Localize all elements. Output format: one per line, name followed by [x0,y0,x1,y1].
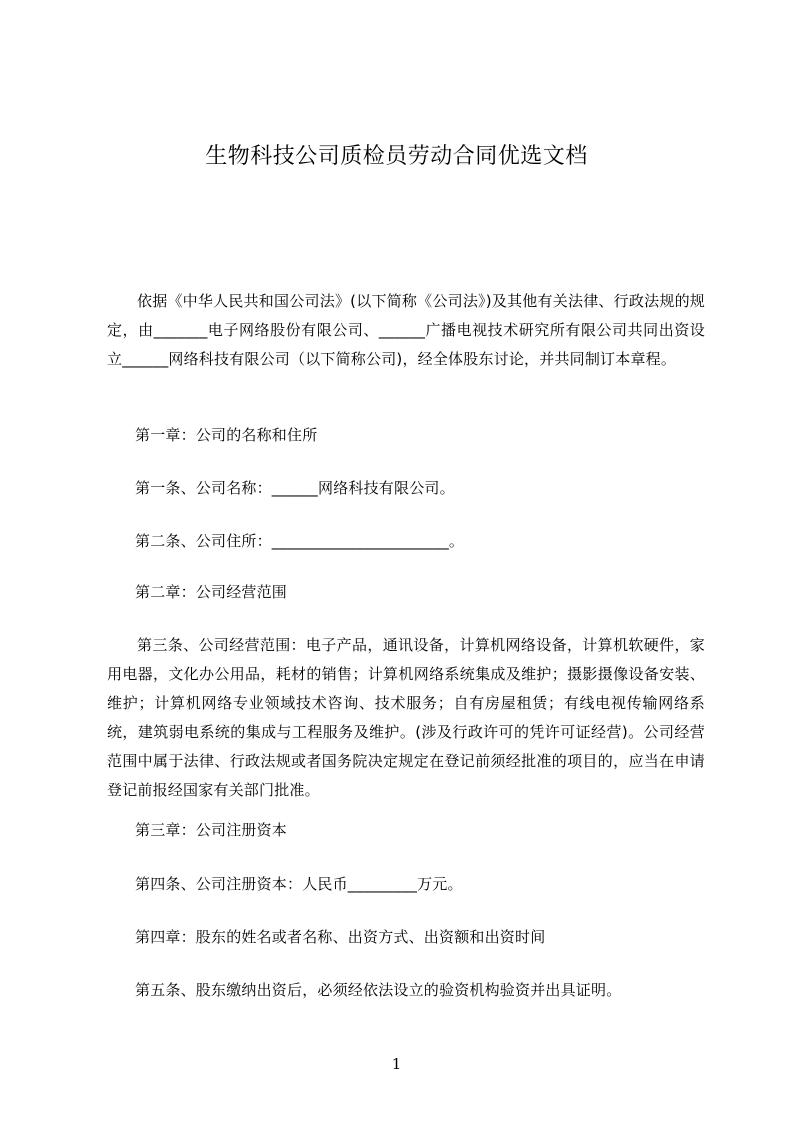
article-4: 第四条、公司注册资本：人民币_________万元。 [135,875,463,893]
chapter-2-heading: 第二章：公司经营范围 [135,583,288,601]
page-number: 1 [391,1055,402,1073]
chapter-4-heading: 第四章：股东的姓名或者名称、出资方式、出资额和出资时间 [135,928,546,946]
intro-paragraph: 依据《中华人民共和国公司法》(以下简称《公司法》)及其他有关法律、行政法规的规定，由_______电子网络股份有限公司、______广播电视技术研究所有限公司共同出资设立______网络科技有限公司（以下简称公司)，经全体股东讨论，并共同制订本章程。 [107,292,705,368]
document-title: 生物科技公司质检员劳动合同优选文档 [205,144,588,169]
chapter-3-heading: 第三章：公司注册资本 [135,821,288,839]
article-3: 第三条、公司经营范围：电子产品，通讯设备，计算机网络设备，计算机软硬件，家用电器，文化办公用品，耗材的销售；计算机网络系统集成及维护；摄影摄像设备安装、维护；计算机网络专业领域技术咨询、技术服务；自有房屋租赁；有线电视传输网络系统，建筑弱电系统的集成与工程服务及维护。(涉及行政许可的凭许可证经营)。公司经营范围中属于法律、行政法规或者国务院决定规定在登记前须经批准的项目的，应当在申请登记前报经国家有关部门批准。 [107,636,705,799]
article-1: 第一条、公司名称：______网络科技有限公司。 [135,479,455,497]
chapter-1-heading: 第一章：公司的名称和住所 [135,426,318,444]
article-5: 第五条、股东缴纳出资后，必须经依法设立的验资机构验资并出具证明。 [135,981,622,999]
article-2: 第二条、公司住所：_______________________。 [135,532,465,550]
